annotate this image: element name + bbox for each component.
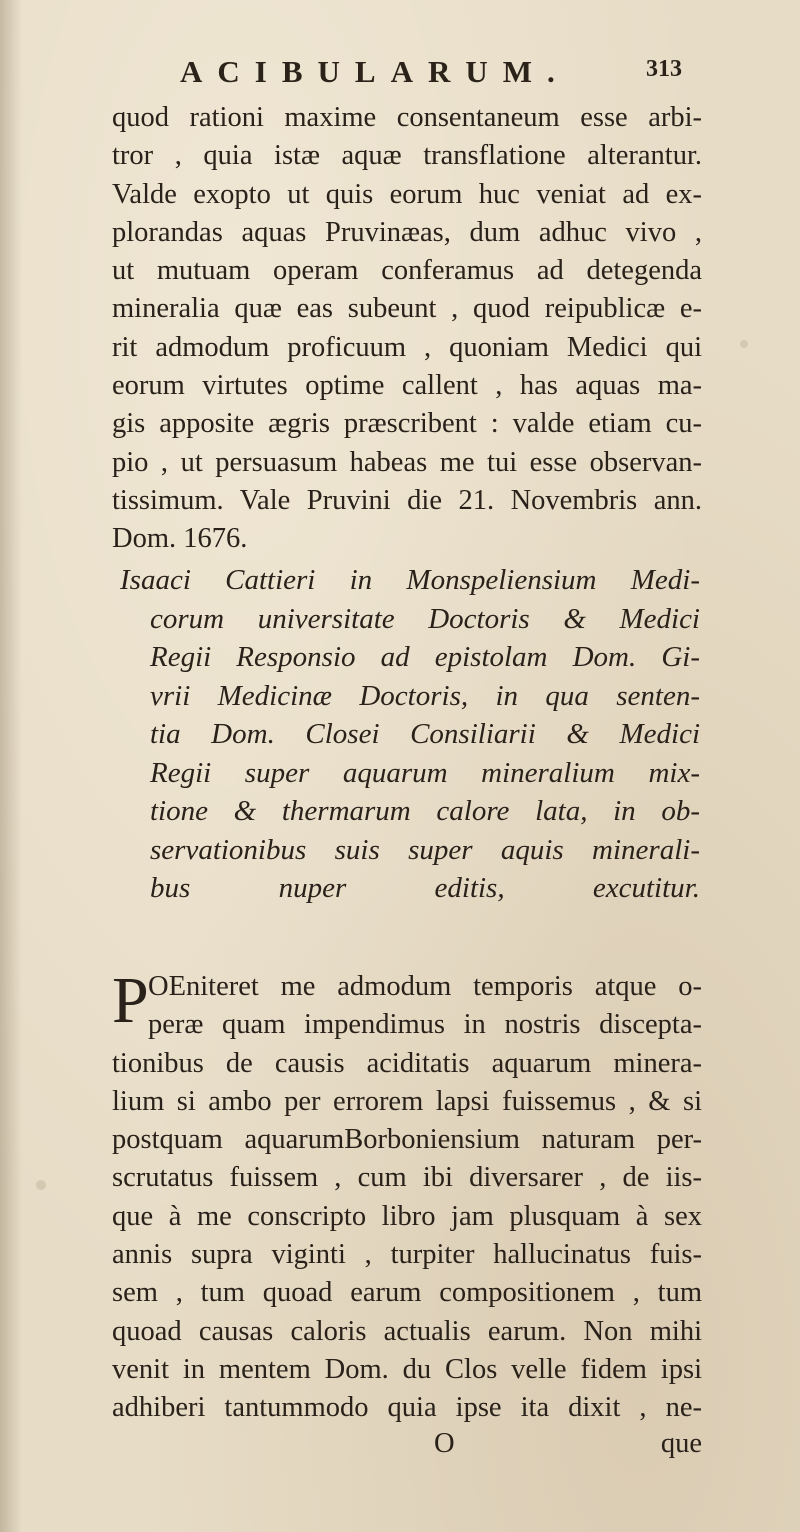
text-line: sem , tum quoad earum compositionem , tum: [112, 1277, 702, 1309]
text-line: tror , quia istæ aquæ transflatione alterantur.: [112, 140, 702, 172]
title-line: Regii Responsio ad epistolam Dom. Gi-: [150, 641, 700, 673]
paper-stain: [36, 1180, 46, 1190]
letter-conclusion: [112, 99, 702, 559]
title-line: tione & thermarum calore lata, in ob-: [150, 795, 700, 827]
catchword: que: [660, 1428, 702, 1459]
text-line: que à me conscripto libro jam plusquam à sex: [112, 1200, 702, 1232]
section-title: [120, 561, 700, 908]
title-line: vrii Medicinæ Doctoris, in qua senten-: [150, 679, 700, 712]
text-line: mineralia quæ eas subeunt , quod reipublicæ e-: [112, 293, 702, 325]
text-line: peræ quam impendimus in nostris discepta-: [148, 1009, 702, 1041]
page-gutter-shadow: [0, 0, 22, 1532]
text-line: eorum virtutes optime callent , has aquas ma-: [112, 370, 702, 402]
text-line: OEniteret me admodum temporis atque o-: [148, 971, 702, 1002]
title-line: corum universitate Doctoris & Medici: [150, 602, 700, 635]
title-line: bus nuper editis, excutitur.: [150, 872, 700, 904]
page-number: 313: [646, 56, 682, 82]
title-line: tia Dom. Closei Consiliarii & Medici: [150, 718, 700, 750]
text-line: rit admodum proficuum , quoniam Medici qui: [112, 331, 702, 363]
text-line: annis supra viginti , turpiter hallucinatus fuis-: [112, 1239, 702, 1271]
text-line: adhiberi tantummodo quia ipse ita dixit , ne-: [112, 1392, 702, 1424]
text-line: postquam aquarumBorboniensium naturam per-: [112, 1124, 702, 1156]
text-line: gis apposite ægris præscribent : valde etiam cu-: [112, 408, 702, 440]
page-header: [122, 54, 682, 94]
title-line: Isaaci Cattieri in Monspeliensium Medi-: [120, 564, 700, 596]
drop-cap: P: [112, 964, 149, 1037]
text-line: Dom. 1676.: [112, 523, 248, 555]
text-line: lium si ambo per errorem lapsi fuissemus , & si: [112, 1085, 702, 1117]
text-line: Valde exopto ut quis eorum huc veniat ad ex-: [112, 178, 702, 210]
text-line: tissimum. Vale Pruvini die 21. Novembris ann.: [112, 484, 702, 516]
text-line: scrutatus fuissem , cum ibi diversarer , de iis-: [112, 1162, 702, 1194]
response-body: [112, 964, 702, 1428]
text-line: pio , ut persuasum habeas me tui esse observan-: [112, 446, 702, 478]
title-line: servationibus suis super aquis minerali-: [150, 833, 700, 866]
paper-stain: [740, 340, 748, 348]
text-line: tionibus de causis aciditatis aquarum minera-: [112, 1047, 702, 1079]
text-line: quoad causas caloris actualis earum. Non mihi: [112, 1315, 702, 1347]
page-footer: [112, 1428, 702, 1468]
signature-mark: O: [434, 1428, 455, 1459]
text-line: quod rationi maxime consentaneum esse arbi-: [112, 102, 702, 133]
text-line: venit in mentem Dom. du Clos velle fidem ipsi: [112, 1353, 702, 1385]
title-line: Regii super aquarum mineralium mix-: [150, 756, 700, 789]
running-head: ACIBULARUM.: [180, 54, 570, 89]
text-line: ut mutuam operam conferamus ad detegenda: [112, 255, 702, 287]
text-line: plorandas aquas Pruvinæas, dum adhuc vivo ,: [112, 216, 702, 248]
